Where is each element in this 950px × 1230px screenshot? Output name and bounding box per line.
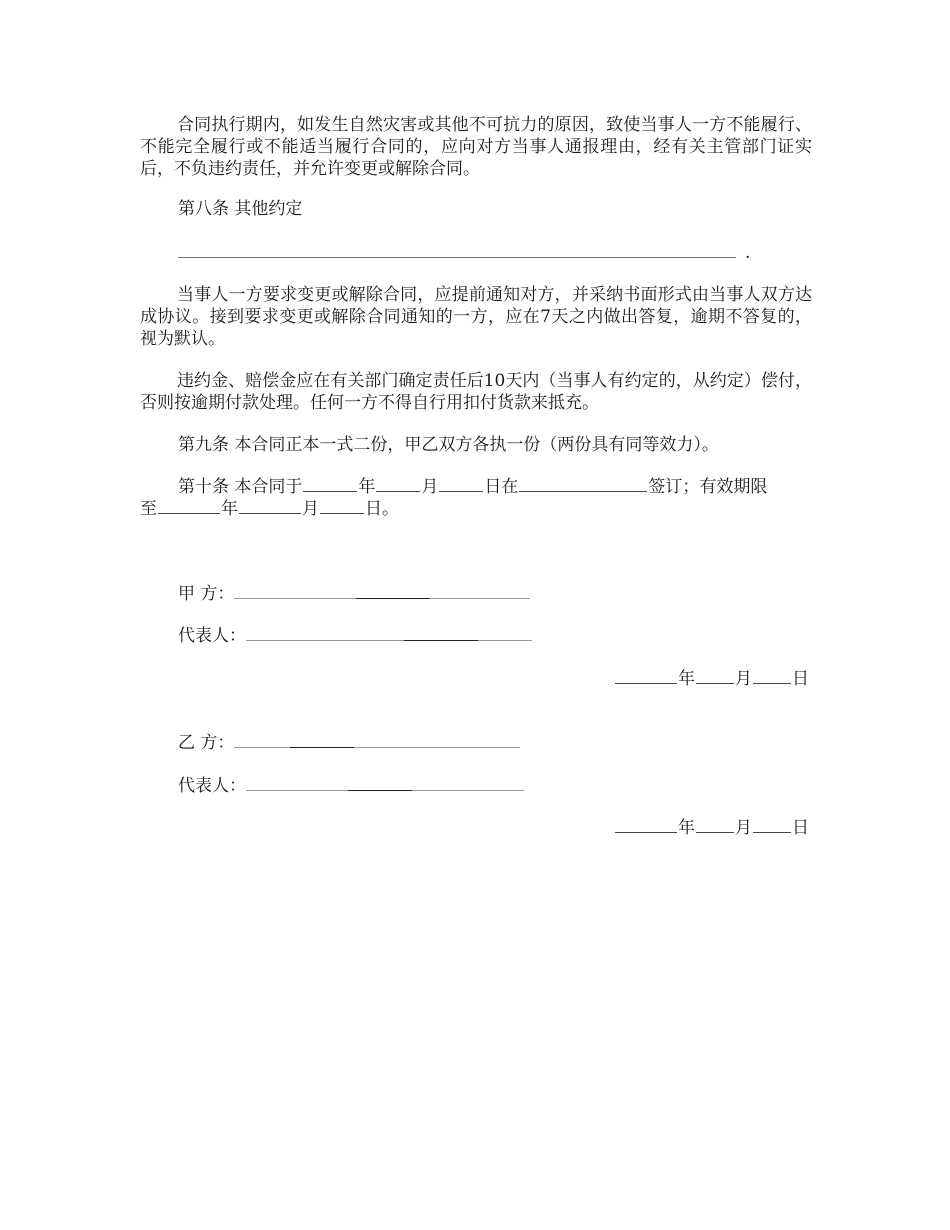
party-b-date-day-label: 日 (792, 818, 809, 838)
party-a-rep-label: 代表人： (178, 626, 246, 646)
article10-end-month-blank[interactable] (239, 498, 301, 514)
article10-month-blank[interactable] (376, 476, 420, 492)
article9-paragraph: 第九条 本合同正本一式二份，甲乙双方各执一份（两份具有同等效力）。 (178, 435, 719, 455)
article10-prefix: 第十条 本合同于 (178, 477, 303, 497)
article10-end-year-label: 年 (221, 499, 238, 519)
article10-day-blank[interactable] (439, 476, 483, 492)
party-b-rep-blank[interactable] (246, 776, 524, 791)
party-b-blank[interactable] (234, 733, 520, 748)
party-a-date-year-label: 年 (678, 669, 695, 689)
article10-end-day-label: 日。 (365, 499, 399, 519)
article8-blank-line[interactable] (178, 257, 736, 258)
article10-end-day-blank[interactable] (320, 498, 364, 514)
article10-year-label: 年 (358, 477, 376, 497)
article8-heading: 第八条 其他约定 (178, 199, 303, 219)
party-b-date-day-blank[interactable] (753, 817, 791, 833)
change-notice-paragraph: 当事人一方要求变更或解除合同，应提前通知对方，并采纳书面形式由当事人双方达成协议。接到要求变更或解除合同通知的一方，应在7天之内做出答复，逾期不答复的，视为默认。 (140, 285, 812, 349)
party-b-rep-label: 代表人： (178, 776, 246, 796)
party-a-label: 甲 方： (178, 584, 235, 604)
party-b-row (178, 732, 520, 754)
article10-line1 (178, 476, 767, 498)
party-a-rep-blank[interactable] (246, 626, 532, 641)
article10-line2 (140, 498, 399, 520)
party-a-date (614, 668, 809, 690)
party-a-date-day-blank[interactable] (753, 668, 791, 684)
party-a-blank[interactable] (234, 584, 530, 599)
party-a-date-month-blank[interactable] (696, 668, 734, 684)
party-b-date-month-blank[interactable] (696, 817, 734, 833)
article10-day-at-label: 日在 (484, 477, 519, 497)
article10-to-label: 至 (140, 499, 157, 519)
article10-month-label: 月 (421, 477, 439, 497)
article10-year-blank[interactable] (303, 476, 357, 492)
party-b-date-month-label: 月 (735, 818, 752, 838)
penalty-paragraph: 违约金、赔偿金应在有关部门确定责任后10天内（当事人有约定的，从约定）偿付，否则按逾期付款处理。任何一方不得自行用扣付货款来抵充。 (140, 371, 812, 413)
article8-blank-period: . (745, 243, 751, 263)
force-majeure-paragraph: 合同执行期内，如发生自然灾害或其他不可抗力的原因，致使当事人一方不能履行、不能完全履行或不能适当履行合同的，应向对方当事人通报理由，经有关主管部门证实后，不负违约责任，并允许变更或解除合同。 (140, 115, 812, 179)
party-b-date-year-blank[interactable] (615, 817, 677, 833)
party-b-label: 乙 方： (178, 733, 235, 753)
party-b-rep-row (178, 775, 524, 797)
article10-place-blank[interactable] (519, 476, 647, 492)
party-b-date-year-label: 年 (678, 818, 695, 838)
party-b-date (614, 817, 809, 839)
party-a-date-month-label: 月 (735, 669, 752, 689)
party-a-date-year-blank[interactable] (615, 668, 677, 684)
article10-signed-label: 签订；有效期限 (648, 477, 768, 497)
party-a-row (178, 583, 530, 605)
party-a-rep-row (178, 625, 532, 647)
party-a-date-day-label: 日 (792, 669, 809, 689)
article10-end-year-blank[interactable] (158, 498, 220, 514)
article10-end-month-label: 月 (302, 499, 319, 519)
